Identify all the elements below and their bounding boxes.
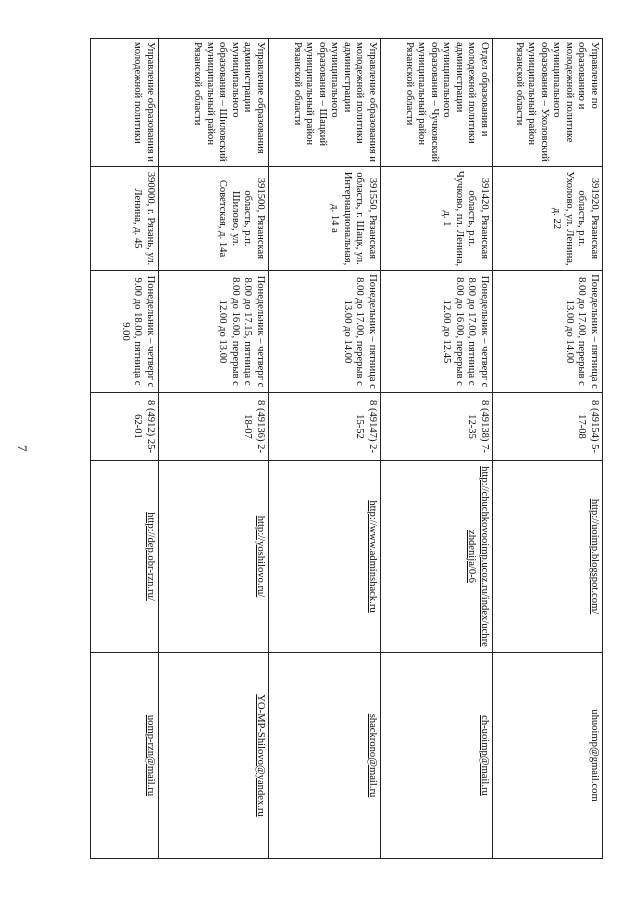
- page-number: 7: [15, 445, 30, 452]
- org-name-cell: Управление образования и молодежной политики: [91, 39, 159, 167]
- website-link[interactable]: http://www.adminshack.ru: [269, 461, 381, 653]
- org-name-cell: Управление по образованию и молодежной политике муниципального образования – Ухоловский муниципальный район Рязанской области: [493, 39, 603, 167]
- phone-cell: 8 (49136) 2-18-07: [159, 393, 269, 461]
- phone-cell: 8 (49154) 5-17-08: [493, 393, 603, 461]
- hours-cell: Понедельник – четверг с 8.00 до 17.15, пятница с 8.00 до 16.00, перерыв с 12.00 до 13.00: [159, 271, 269, 393]
- table-row: [493, 39, 603, 859]
- table-row: [269, 39, 381, 859]
- org-name-cell: Отдел образования и молодежной политики администрации муниципального образования – Чучковский муниципальный район Рязанской области: [381, 39, 493, 167]
- address-cell: 391550, Рязанская область, г. Шацк, ул. Интернациональная, д. 14 а: [269, 167, 381, 271]
- website-link[interactable]: http://chuchkovooimp.ucoz.ru/index/uchrezhdenija/0-6: [381, 461, 493, 653]
- phone-cell: 8 (4912) 25-62-01: [91, 393, 159, 461]
- table-row: [381, 39, 493, 859]
- phone-cell: 8 (49138) 7-12-35: [381, 393, 493, 461]
- table-row: [91, 39, 159, 859]
- address-cell: 391500, Рязанская область, р.п. Шилово, ул. Советская, д. 14а: [159, 167, 269, 271]
- org-name-cell: Управление образования и молодежной политики администрации муниципального образования – Шацкий муниципальный район Рязанской области: [269, 39, 381, 167]
- website-link[interactable]: http://dep.obr-rzn.ru/: [91, 461, 159, 653]
- email-cell[interactable]: shackrono@mail.ru: [269, 653, 381, 859]
- phone-cell: 8 (49147) 2-15-52: [269, 393, 381, 461]
- email-cell[interactable]: YO-MP-Shilovo@yandex.ru: [159, 653, 269, 859]
- website-link[interactable]: http://uoimp.blogspot.com/: [493, 461, 603, 653]
- email-cell[interactable]: uhuoimp@gmail.com: [493, 653, 603, 859]
- hours-cell: Понедельник – четверг с 8.00 до 17.00, пятница с 8.00 до 16.00, перерыв с 12.00 до 12.45: [381, 271, 493, 393]
- rotated-table-container: [91, 38, 603, 858]
- address-cell: 390000, г. Рязань, ул. Ленина, д. 45: [91, 167, 159, 271]
- education-departments-table: [90, 38, 603, 859]
- org-name-cell: Управление образования администрации муниципального образования – Шиловский муниципальный район Рязанской области: [159, 39, 269, 167]
- hours-cell: Понедельник – пятница с 8.00 до 17.00, перерыв с 13.00 до 14.00: [269, 271, 381, 393]
- address-cell: 391420, Рязанская область, р.п. Чучково, пл. Ленина, д. 1: [381, 167, 493, 271]
- email-cell[interactable]: uomp-rzn@mail.ru: [91, 653, 159, 859]
- email-cell[interactable]: ch-uoimp@mail.ru: [381, 653, 493, 859]
- hours-cell: Понедельник – пятница с 8.00 до 17.00, перерыв с 13.00 до 14.00: [493, 271, 603, 393]
- hours-cell: Понедельник – четверг с 9.00 до 18.00, пятница с 9.00: [91, 271, 159, 393]
- table-row: [159, 39, 269, 859]
- address-cell: 391920, Рязанская область, р.п. Ухолово, ул. Ленина, д. 22: [493, 167, 603, 271]
- website-link[interactable]: http://yoshilovo.ru/: [159, 461, 269, 653]
